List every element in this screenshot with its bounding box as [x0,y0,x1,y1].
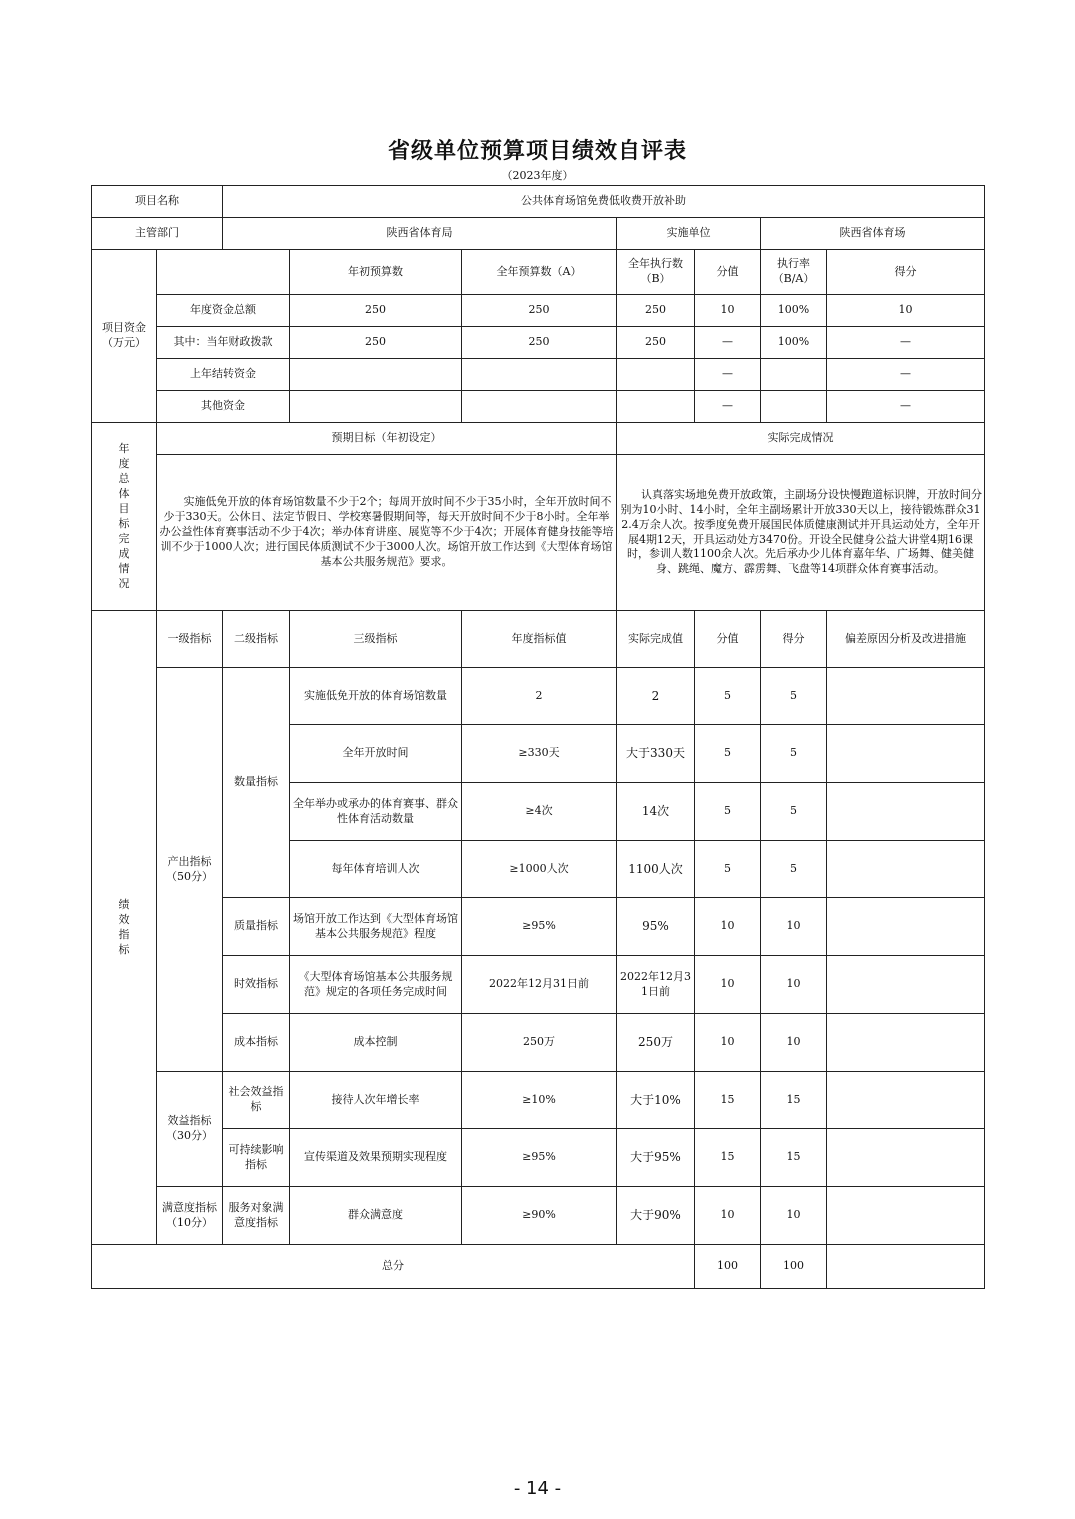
score: 10 [761,1187,827,1245]
funds-score: — [827,327,985,359]
funds-score-value: — [695,359,761,391]
funds-label: 项目资金 （万元） [92,250,157,423]
deviation-note [827,956,985,1014]
score: 10 [761,1014,827,1072]
level2-satisfaction: 服务对象满意度指标 [223,1187,290,1245]
score-value: 10 [695,1187,761,1245]
level3-name: 群众满意度 [290,1187,462,1245]
page-title: 省级单位预算项目绩效自评表 [387,139,687,164]
funds-header-executed: 全年执行数（B） [617,250,695,295]
indicator-row [92,1014,985,1072]
level2-quality: 质量指标 [223,898,290,956]
funds-executed [617,359,695,391]
actual-value: 2 [617,668,695,725]
deviation-note [827,1014,985,1072]
department-label: 主管部门 [92,218,223,250]
funds-header-rate: 执行率 （B/A） [761,250,827,295]
score-value: 15 [695,1129,761,1187]
indicator-row [92,1072,985,1129]
funds-score: — [827,359,985,391]
actual-value: 1100人次 [617,841,695,898]
department-value: 陕西省体育局 [223,218,617,250]
deviation-note [827,898,985,956]
funds-initial: 250 [290,327,462,359]
funds-executed: 250 [617,327,695,359]
deviation-note [827,841,985,898]
level3-name: 实施低免开放的体育场馆数量 [290,668,462,725]
funds-score: — [827,391,985,423]
funds-header-annual: 全年预算数（A） [462,250,617,295]
funds-row-label: 上年结转资金 [157,359,290,391]
funds-rate [761,391,827,423]
score-value: 10 [695,1014,761,1072]
funds-score-value: — [695,327,761,359]
actual-value: 250万 [617,1014,695,1072]
level2-timeliness: 时效指标 [223,956,290,1014]
indicator-row [92,1129,985,1187]
actual-value: 14次 [617,783,695,841]
funds-row [92,391,985,423]
indicators-label-cell [92,611,157,1245]
score: 15 [761,1129,827,1187]
deviation-note [827,1129,985,1187]
score-value: 10 [695,956,761,1014]
score: 10 [761,898,827,956]
funds-executed: 250 [617,295,695,327]
funds-row [92,327,985,359]
implementing-unit-label: 实施单位 [617,218,761,250]
level3-name: 全年举办或承办的体育赛事、群众性体育活动数量 [290,783,462,841]
header-score-value: 分值 [695,611,761,668]
actual-value: 大于10% [617,1072,695,1129]
level2-sustainable: 可持续影响指标 [223,1129,290,1187]
level2-quantity: 数量指标 [223,668,290,898]
deviation-note [827,725,985,783]
header-deviation: 偏差原因分析及改进措施 [827,611,985,668]
funds-score: 10 [827,295,985,327]
total-label: 总分 [92,1245,695,1289]
total-score-value: 100 [695,1245,761,1289]
header-target: 年度指标值 [462,611,617,668]
indicator-row [92,668,985,725]
target-value: 2 [462,668,617,725]
indicator-row [92,898,985,956]
deviation-note [827,783,985,841]
total-score: 100 [761,1245,827,1289]
project-name-label: 项目名称 [92,186,223,218]
header-level2: 二级指标 [223,611,290,668]
level1-benefit: 效益指标 （30分） [157,1072,223,1187]
level3-name: 接待人次年增长率 [290,1072,462,1129]
funds-row-label: 其中：当年财政拨款 [157,327,290,359]
funds-initial [290,359,462,391]
funds-rate: 100% [761,295,827,327]
funds-annual [462,391,617,423]
actual-result-cell [617,455,985,611]
level3-name: 《大型体育场馆基本公共服务规范》规定的各项任务完成时间 [290,956,462,1014]
level2-social-benefit: 社会效益指标 [223,1072,290,1129]
expected-goal-header: 预期目标（年初设定） [157,423,617,455]
funds-row-label: 年度资金总额 [157,295,290,327]
target-value: ≥90% [462,1187,617,1245]
level3-name: 场馆开放工作达到《大型体育场馆基本公共服务规范》程度 [290,898,462,956]
funds-header-score: 得分 [827,250,985,295]
target-value: ≥10% [462,1072,617,1129]
score: 5 [761,783,827,841]
implementing-unit-value: 陕西省体育场 [761,218,985,250]
funds-header-row [92,250,985,295]
funds-annual [462,359,617,391]
goals-content-row [92,455,985,611]
evaluation-table [91,185,985,1289]
target-value: ≥95% [462,1129,617,1187]
funds-header-initial: 年初预算数 [290,250,462,295]
funds-rate: 100% [761,327,827,359]
header-level1: 一级指标 [157,611,223,668]
funds-rate [761,359,827,391]
funds-initial: 250 [290,295,462,327]
level1-output: 产出指标 （50分） [157,668,223,1072]
actual-result-text: 认真落实场地免费开放政策，主副场分设快慢跑道标识牌，开放时间分别为10小时、14小时，全年主副场累计开放330天以上，接待锻炼群众312.4万余人次。按季度免费开展国民体质健康测试并开具运动处方，全年开展4期12天，开具运动处方3470份。开设全民健身公益大讲堂4期16课时，参训人数1100余人次。先后承办少儿体育嘉年华、广场舞、健美健身、跳绳、魔方、霹雳舞、飞盘等14项群众体育赛事活动。 [620,487,983,576]
level3-name: 成本控制 [290,1014,462,1072]
funds-row-label: 其他资金 [157,391,290,423]
actual-value: 大于95% [617,1129,695,1187]
actual-value: 大于90% [617,1187,695,1245]
score-value: 5 [695,841,761,898]
goals-label: 年度总体目标完成情况 [118,442,130,591]
expected-goal-text: 实施低免开放的体育场馆数量不少于2个；每周开放时间不少于35小时，全年开放时间不少于330天。公休日、法定节假日、学校寒暑假期间等，每天开放时间不少于8小时。全年举办公益性体育赛事活动不少于4次；举办体育讲座、展览等不少于4次；开展体育健身技能等培训不少于1000人次；进行国民体质测试不少于3000人次。场馆开放工作达到《大型体育场馆基本公共服务规范》要求。 [159,495,614,568]
level2-cost: 成本指标 [223,1014,290,1072]
funds-executed [617,391,695,423]
page-number: - 14 - [513,1478,562,1499]
project-name-row [92,186,985,218]
funds-annual: 250 [462,327,617,359]
funds-score-value: 10 [695,295,761,327]
page-subtitle: （2023年度） [501,169,574,182]
target-value: ≥330天 [462,725,617,783]
project-name-value: 公共体育场馆免费低收费开放补助 [223,186,985,218]
target-value: 2022年12月31日前 [462,956,617,1014]
actual-value: 2022年12月31日前 [617,956,695,1014]
header-score: 得分 [761,611,827,668]
level3-name: 每年体育培训人次 [290,841,462,898]
department-row [92,218,985,250]
header-actual: 实际完成值 [617,611,695,668]
indicators-header-row [92,611,985,668]
target-value: ≥95% [462,898,617,956]
score-value: 5 [695,725,761,783]
score: 5 [761,841,827,898]
total-row [92,1245,985,1289]
target-value: ≥1000人次 [462,841,617,898]
score-value: 15 [695,1072,761,1129]
funds-header-blank [157,250,290,295]
score: 5 [761,668,827,725]
funds-initial [290,391,462,423]
deviation-note [827,1072,985,1129]
target-value: ≥4次 [462,783,617,841]
indicators-label: 绩效指标 [118,898,130,957]
funds-row [92,295,985,327]
level3-name: 全年开放时间 [290,725,462,783]
funds-row [92,359,985,391]
score-value: 5 [695,668,761,725]
actual-value: 大于330天 [617,725,695,783]
funds-annual: 250 [462,295,617,327]
score-value: 10 [695,898,761,956]
expected-goal-cell [157,455,617,611]
score-value: 5 [695,783,761,841]
funds-header-score-value: 分值 [695,250,761,295]
deviation-note [827,1187,985,1245]
deviation-note [827,668,985,725]
indicator-row [92,956,985,1014]
goals-label-cell [92,423,157,611]
total-note [827,1245,985,1289]
indicator-row [92,1187,985,1245]
score: 10 [761,956,827,1014]
funds-score-value: — [695,391,761,423]
target-value: 250万 [462,1014,617,1072]
actual-result-header: 实际完成情况 [617,423,985,455]
header-level3: 三级指标 [290,611,462,668]
level3-name: 宣传渠道及效果预期实现程度 [290,1129,462,1187]
score: 5 [761,725,827,783]
goals-header-row [92,423,985,455]
actual-value: 95% [617,898,695,956]
level1-satisfaction: 满意度指标 （10分） [157,1187,223,1245]
score: 15 [761,1072,827,1129]
